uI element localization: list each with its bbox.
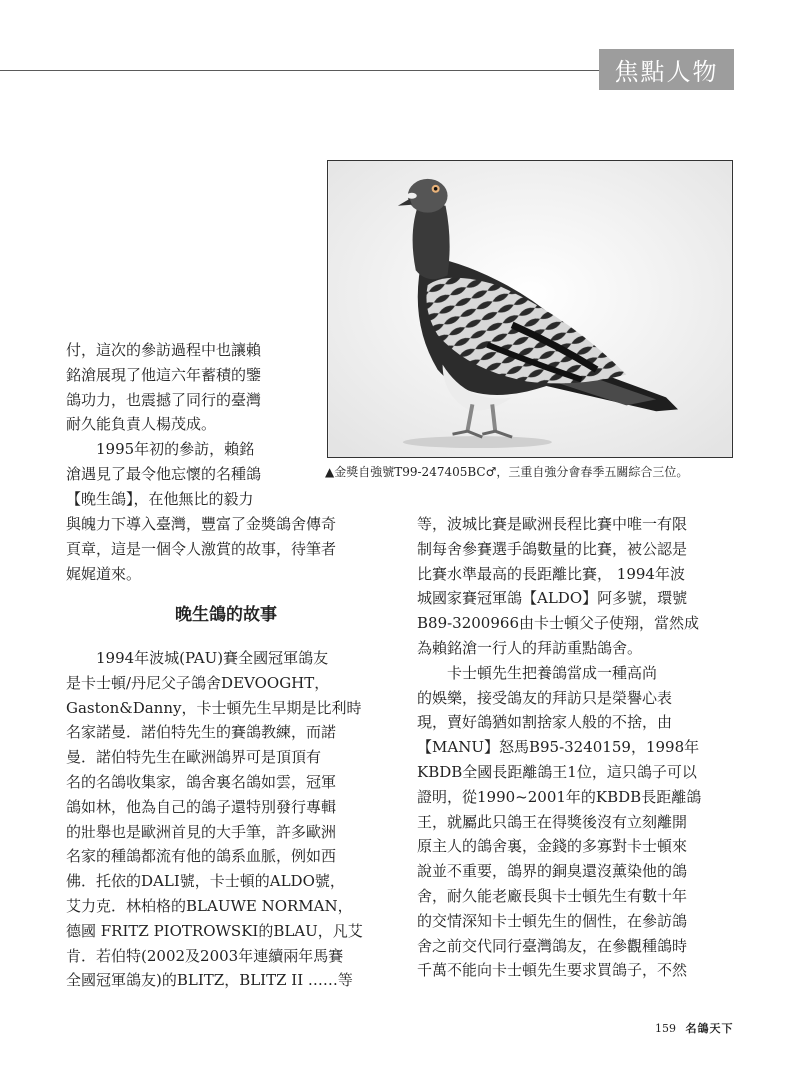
text-line: KBDB全國長距離鴿王1位，這只鴿子可以 (417, 762, 697, 781)
text-line: 1995年初的參訪，賴銘 (66, 440, 255, 459)
text-line: 的交情深知卡士頓先生的個性，在參訪鴿 (417, 911, 688, 930)
text-line: 說並不重要，鴿界的銅臭還沒薰染他的鴿 (417, 862, 688, 881)
text-line: 滄遇見了最令他忘懷的名種鴿 (66, 464, 262, 483)
text-line: 德國 FRITZ PIOTROWSKI的BLAU，凡艾 (66, 921, 363, 940)
section-title: 焦點人物 (599, 49, 734, 90)
text-line: 為賴銘滄一行人的拜訪重點鴿舍。 (417, 638, 643, 657)
text-line: 等，波城比賽是歐洲長程比賽中唯一有限 (417, 515, 688, 533)
text-line: 比賽水準最高的長距離比賽， 1994年波 (417, 564, 685, 583)
text-line: 付，這次的參訪過程中也讓賴 (66, 341, 262, 359)
text-line: 是卡士頓/丹尼父子鴿舍DEVOOGHT， (66, 673, 330, 692)
text-line: 肯．若伯特(2002及2003年連續兩年馬賽 (66, 946, 344, 965)
text-block-left-middle (66, 512, 386, 586)
text-line: 千萬不能向卡士頓先生要求買鴿子，不然 (417, 961, 688, 980)
text-line: 的壯舉也是歐洲首見的大手筆，許多歐洲 (66, 822, 337, 841)
text-block-left-bottom (66, 646, 386, 993)
text-line: 全國冠軍鴿友)的BLITZ，BLITZ II ……等 (66, 971, 353, 990)
text-line: 銘滄展現了他這六年蓄積的鑒 (66, 365, 262, 384)
text-line: 鴿功力，也震撼了同行的臺灣 (66, 390, 262, 409)
photo-caption: ▲金獎自強號T99-247405BC♂，三重自強分會春季五關綜合三位。 (325, 465, 689, 479)
text-line: 原主人的鴿舍裏，金錢的多寡對卡士頓來 (417, 837, 688, 856)
text-line: 名家諾曼．諾伯特先生的賽鴿教練，而諾 (66, 723, 337, 742)
text-line: 現，賣好鴿猶如割捨家人般的不捨，由 (417, 713, 673, 732)
text-line: 頁章，這是一個令人激賞的故事，待筆者 (66, 539, 337, 558)
text-line: 【晚生鴿】，在他無比的毅力 (66, 489, 254, 508)
text-line: 艾力克．林柏格的BLAUWE NORMAN， (66, 896, 353, 915)
text-line: 鴿如林，他為自己的鴿子還特別發行專輯 (66, 797, 337, 816)
text-line: 的娛樂，接受鴿友的拜訪只是榮譽心表 (417, 688, 673, 707)
text-line: 1994年波城(PAU)賽全國冠軍鴿友 (66, 649, 329, 667)
text-line: 卡士頓先生把養鴿當成一種高尚 (417, 663, 658, 682)
pigeon-illustration (328, 161, 732, 457)
text-line: 名家的種鴿都流有他的鴿系血脈，例如西 (66, 847, 337, 866)
page-number: 159 (655, 1022, 676, 1035)
text-line: 與魄力下導入臺灣，豐富了金獎鴿舍傳奇 (66, 515, 337, 533)
text-line: 佛．托依的DALI號，卡士頓的ALDO號， (66, 872, 345, 891)
text-line: Gaston&Danny，卡士頓先生早期是比利時 (66, 698, 362, 717)
subheading: 晚生鴿的故事 (175, 605, 277, 625)
text-line: 【MANU】怒馬B95-3240159，1998年 (417, 738, 700, 757)
text-line: 舍之前交代同行臺灣鴿友，在參觀種鴿時 (417, 936, 688, 955)
text-line: 舍，耐久能老廠長與卡士頓先生有數十年 (417, 886, 688, 905)
text-line: 王，就屬此只鴿王在得獎後沒有立刻離開 (417, 812, 688, 831)
text-line: 名的名鴿收集家，鴿舍裏名鴿如雲，冠軍 (66, 772, 337, 791)
page-footer (655, 1020, 734, 1036)
text-block-right (417, 512, 747, 983)
text-block-left-top (66, 338, 316, 512)
magazine-name: 名鴿天下 (685, 1022, 734, 1035)
text-line: 城國家賽冠軍鴿【ALDO】阿多號，環號 (417, 589, 688, 608)
text-line: 耐久能負責人楊茂成。 (66, 415, 217, 434)
text-line: B89-3200966由卡士頓父子使翔，當然成 (417, 614, 699, 633)
pigeon-photo (327, 160, 733, 458)
header-rule (0, 70, 600, 71)
text-line: 證明，從1990~2001年的KBDB長距離鴿 (417, 787, 702, 806)
text-line: 曼．諾伯特先生在歐洲鴿界可是頂頂有 (66, 748, 322, 767)
text-line: 娓娓道來。 (66, 564, 142, 583)
text-line: 制每舍參賽選手鴿數量的比賽，被公認是 (417, 539, 688, 558)
